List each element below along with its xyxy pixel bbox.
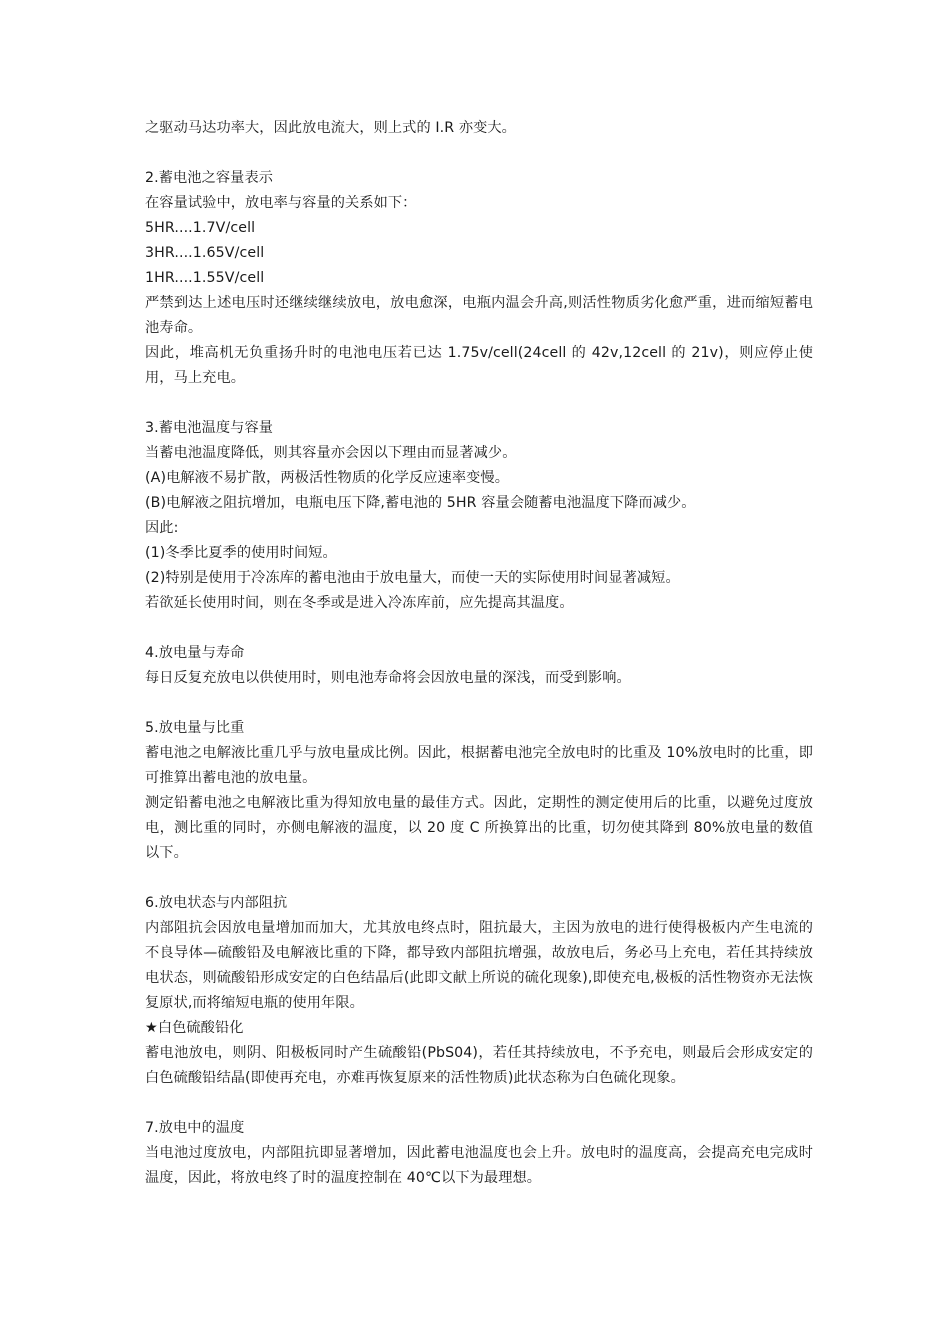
paragraph: 若欲延长使用时间，则在冬季或是进入冷冻库前，应先提高其温度。 xyxy=(145,595,574,611)
paragraph-spacer xyxy=(145,391,813,416)
paragraph: (B)电解液之阻抗增加，电瓶电压下降,蓄电池的 5HR 容量会随蓄电池温度下降而减少。 xyxy=(145,495,696,511)
paragraph: 因此: xyxy=(145,520,179,536)
paragraph: 内部阻抗会因放电量增加而加大，尤其放电终点时，阻抗最大，主因为放电的进行使得极板内产生电流的不良导体—硫酸铅及电解液比重的下降，都导致内部阻抗增强，故放电后，务必马上充电，若任其持续放电状态，则硫酸铅形成安定的白色结晶后(此即文献上所说的硫化现象),即使充电,极板的活性物资亦无法恢复原状,而将缩短电瓶的使用年限。 xyxy=(145,920,813,1011)
paragraph-spacer xyxy=(145,141,813,166)
paragraph: 当电池过度放电，内部阻抗即显著增加，因此蓄电池温度也会上升。放电时的温度高，会提高充电完成时温度，因此，将放电终了时的温度控制在 40℃以下为最理想。 xyxy=(145,1145,813,1186)
paragraph: (A)电解液不易扩散，两极活性物质的化学反应速率变慢。 xyxy=(145,470,509,486)
paragraph: 测定铅蓄电池之电解液比重为得知放电量的最佳方式。因此，定期性的测定使用后的比重，以避免过度放电，测比重的同时，亦侧电解液的温度，以 20 度 C 所换算出的比重，切勿使其降到 80%放电量的数值以下。 xyxy=(145,795,813,861)
paragraph: 严禁到达上述电压时还继续继续放电，放电愈深，电瓶内温会升高,则活性物质劣化愈严重，进而缩短蓄电池寿命。 xyxy=(145,295,813,336)
paragraph: 之驱动马达功率大，因此放电流大，则上式的 I.R 亦变大。 xyxy=(145,120,516,136)
paragraph: (1)冬季比夏季的使用时间短。 xyxy=(145,545,337,561)
section-heading: 5.放电量与比重 xyxy=(145,720,245,736)
section-heading: 3.蓄电池温度与容量 xyxy=(145,420,274,436)
section-heading: 6.放电状态与内部阻抗 xyxy=(145,895,288,911)
paragraph-spacer xyxy=(145,616,813,641)
paragraph: 3HR....1.65V/cell xyxy=(145,245,265,261)
paragraph: 每日反复充放电以供使用时，则电池寿命将会因放电量的深浅，而受到影响。 xyxy=(145,670,631,686)
paragraph: 因此，堆高机无负重扬升时的电池电压若已达 1.75v/cell(24cell 的 42v,12cell 的 21v)，则应停止使用，马上充电。 xyxy=(145,345,813,386)
section-heading: 2.蓄电池之容量表示 xyxy=(145,170,274,186)
paragraph: 在容量试验中，放电率与容量的关系如下： xyxy=(145,195,417,211)
paragraph: 当蓄电池温度降低，则其容量亦会因以下理由而显著减少。 xyxy=(145,445,517,461)
paragraph: 5HR....1.7V/cell xyxy=(145,220,256,236)
paragraph-spacer xyxy=(145,1091,813,1116)
paragraph: 蓄电池放电，则阴、阳极板同时产生硫酸铅(PbS04)，若任其持续放电，不予充电，则最后会形成安定的白色硫酸铅结晶(即使再充电，亦难再恢复原来的活性物质)此状态称为白色硫化现象。 xyxy=(145,1045,813,1086)
section-heading: 7.放电中的温度 xyxy=(145,1120,245,1136)
section-heading: ★白色硫酸铅化 xyxy=(145,1020,244,1036)
paragraph-spacer xyxy=(145,691,813,716)
paragraph: (2)特别是使用于冷冻库的蓄电池由于放电量大，而使一天的实际使用时间显著减短。 xyxy=(145,570,680,586)
paragraph: 1HR....1.55V/cell xyxy=(145,270,265,286)
section-heading: 4.放电量与寿命 xyxy=(145,645,245,661)
paragraph: 蓄电池之电解液比重几乎与放电量成比例。因此，根据蓄电池完全放电时的比重及 10%放电时的比重，即可推算出蓄电池的放电量。 xyxy=(145,745,813,786)
document-body xyxy=(145,116,813,1191)
paragraph-spacer xyxy=(145,866,813,891)
